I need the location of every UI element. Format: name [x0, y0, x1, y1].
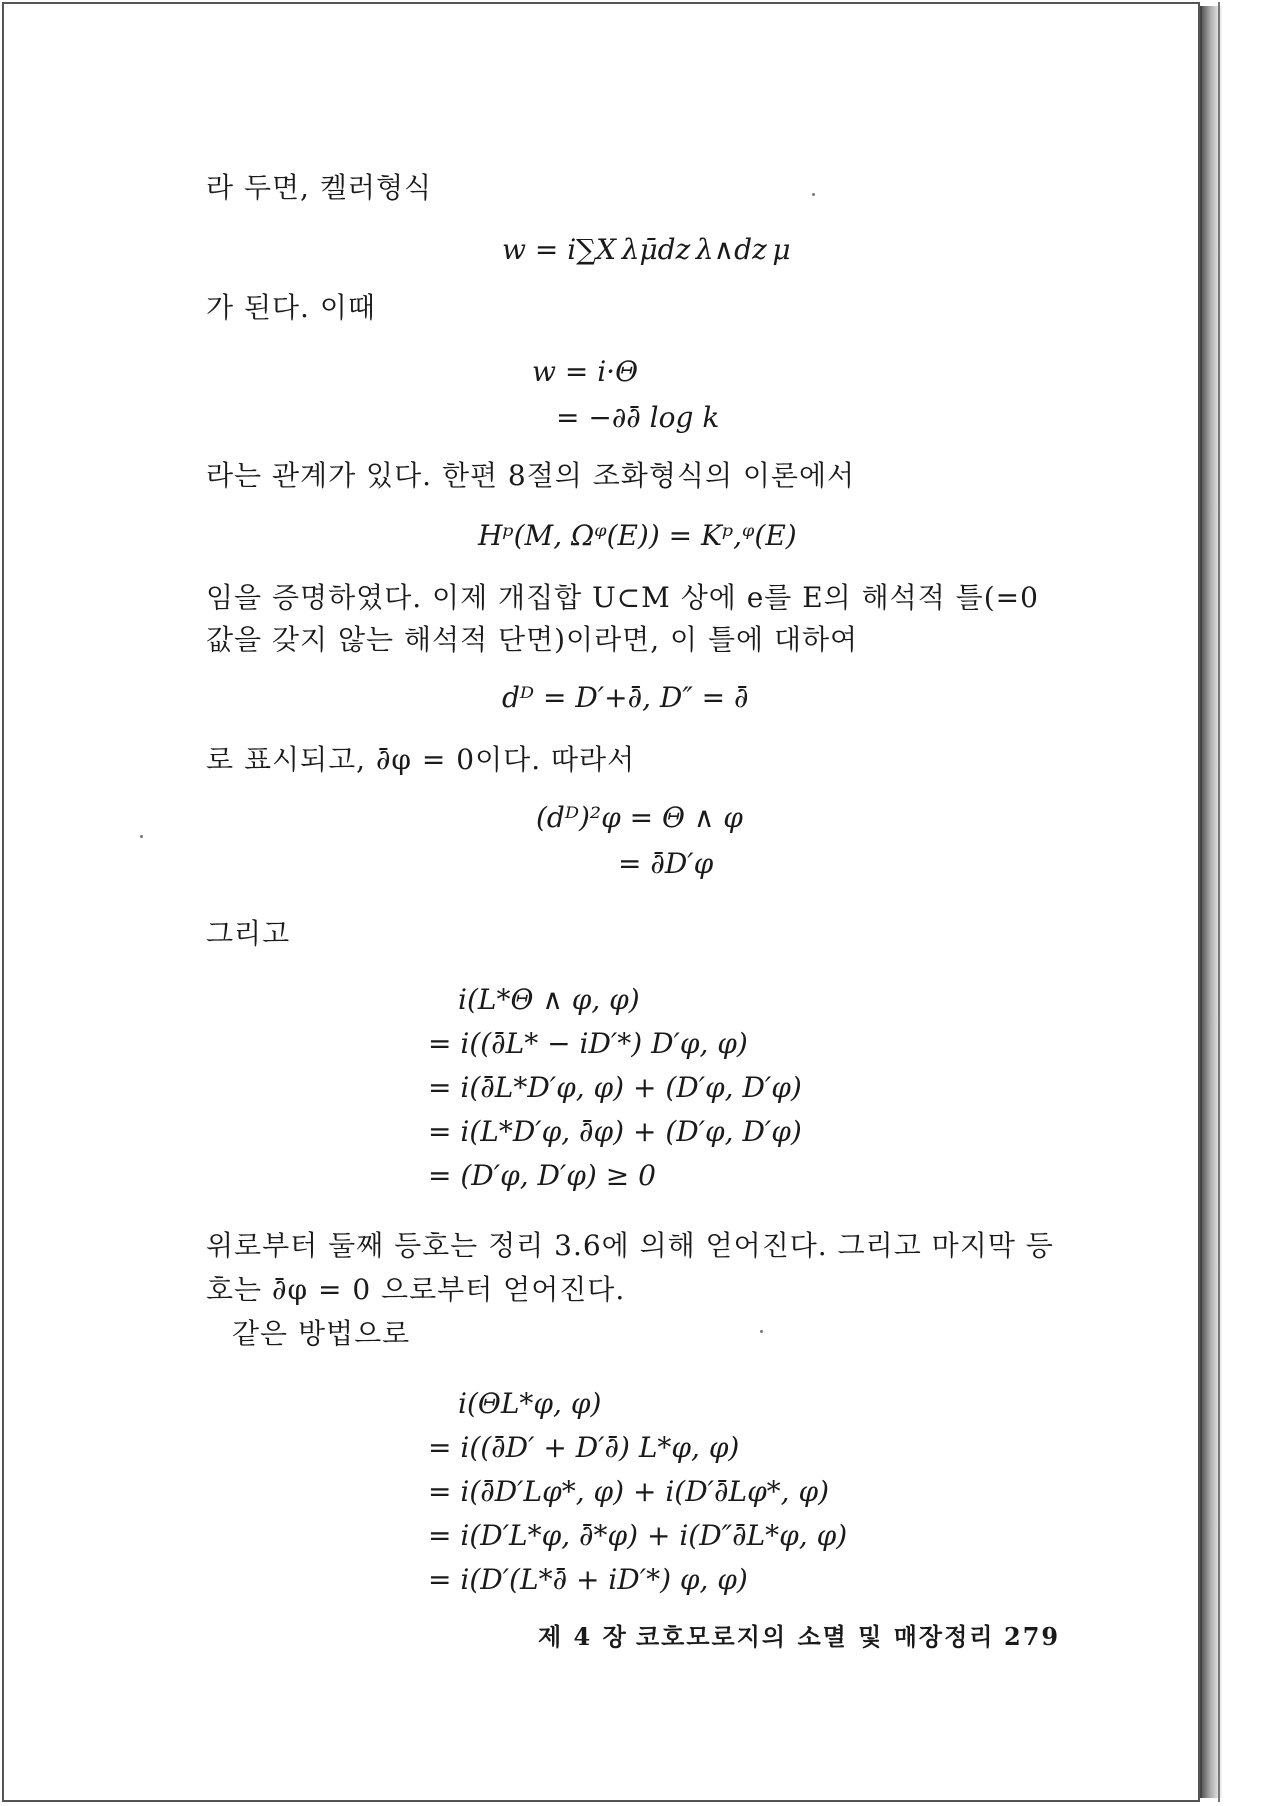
text-line: 그리고	[206, 917, 291, 950]
text-line: 라 두면, 켈러형식	[206, 171, 433, 204]
equation: Hᵖ(M, Ωᵠ(E)) = Kᵖ,ᵠ(E)	[478, 519, 797, 552]
equation: (dᴰ)²φ = Θ ∧ φ	[536, 801, 743, 834]
equation: = i(L*D′φ, ∂̄φ) + (D′φ, D′φ)	[428, 1115, 802, 1148]
text-line: 값을 갖지 않는 해석적 단면)이라면, 이 틀에 대하여	[206, 623, 859, 656]
equation: i(ΘL*φ, φ)	[458, 1387, 602, 1420]
text-line: 같은 방법으로	[232, 1317, 411, 1350]
page-number: 279	[1004, 1622, 1061, 1651]
page-edge	[1198, 2, 1220, 1802]
equation: w = i∑X λμ̄dz λ∧dz μ	[502, 233, 791, 266]
scan-speck	[812, 193, 815, 196]
footer-chapter: 제 4 장	[538, 1622, 628, 1651]
footer-title: 코호모로지의 소멸 및 매장정리	[636, 1622, 995, 1651]
equation: i(L*Θ ∧ φ, φ)	[458, 983, 640, 1016]
equation: = i((∂̄L* − iD′*) D′φ, φ)	[428, 1027, 748, 1060]
equation: = (D′φ, D′φ) ≥ 0	[428, 1159, 656, 1192]
text-line: 라는 관계가 있다. 한편 8절의 조화형식의 이론에서	[206, 459, 856, 492]
text-line: 로 표시되고, ∂̄φ = 0이다. 따라서	[206, 743, 636, 776]
text-line: 가 된다. 이때	[206, 291, 376, 324]
text-line: 위로부터 둘째 등호는 정리 3.6에 의해 얻어진다. 그리고 마지막 등	[206, 1229, 1054, 1262]
text-line: 호는 ∂̄φ = 0 으로부터 얻어진다.	[206, 1273, 626, 1306]
equation: w = i·Θ	[532, 355, 639, 388]
equation: = ∂̄D′φ	[618, 847, 714, 880]
scan-speck	[760, 1330, 763, 1333]
equation: = i(D′(L*∂̄ + iD′*) φ, φ)	[428, 1563, 748, 1596]
equation: = i((∂̄D′ + D′∂̄) L*φ, φ)	[428, 1431, 740, 1464]
equation: dᴰ = D′+∂̄, D″ = ∂̄	[502, 681, 749, 714]
equation: = i(∂̄D′Lφ*, φ) + i(D′∂̄Lφ*, φ)	[428, 1475, 830, 1508]
text-line: 임을 증명하였다. 이제 개집합 U⊂M 상에 e를 E의 해석적 틀(=0	[206, 581, 1039, 614]
scan-speck	[140, 835, 143, 838]
equation: = i(D′L*φ, ∂̄*φ) + i(D″∂̄L*φ, φ)	[428, 1519, 848, 1552]
equation: = i(∂̄L*D′φ, φ) + (D′φ, D′φ)	[428, 1071, 802, 1104]
equation: = −∂∂̄ log k	[556, 401, 720, 434]
